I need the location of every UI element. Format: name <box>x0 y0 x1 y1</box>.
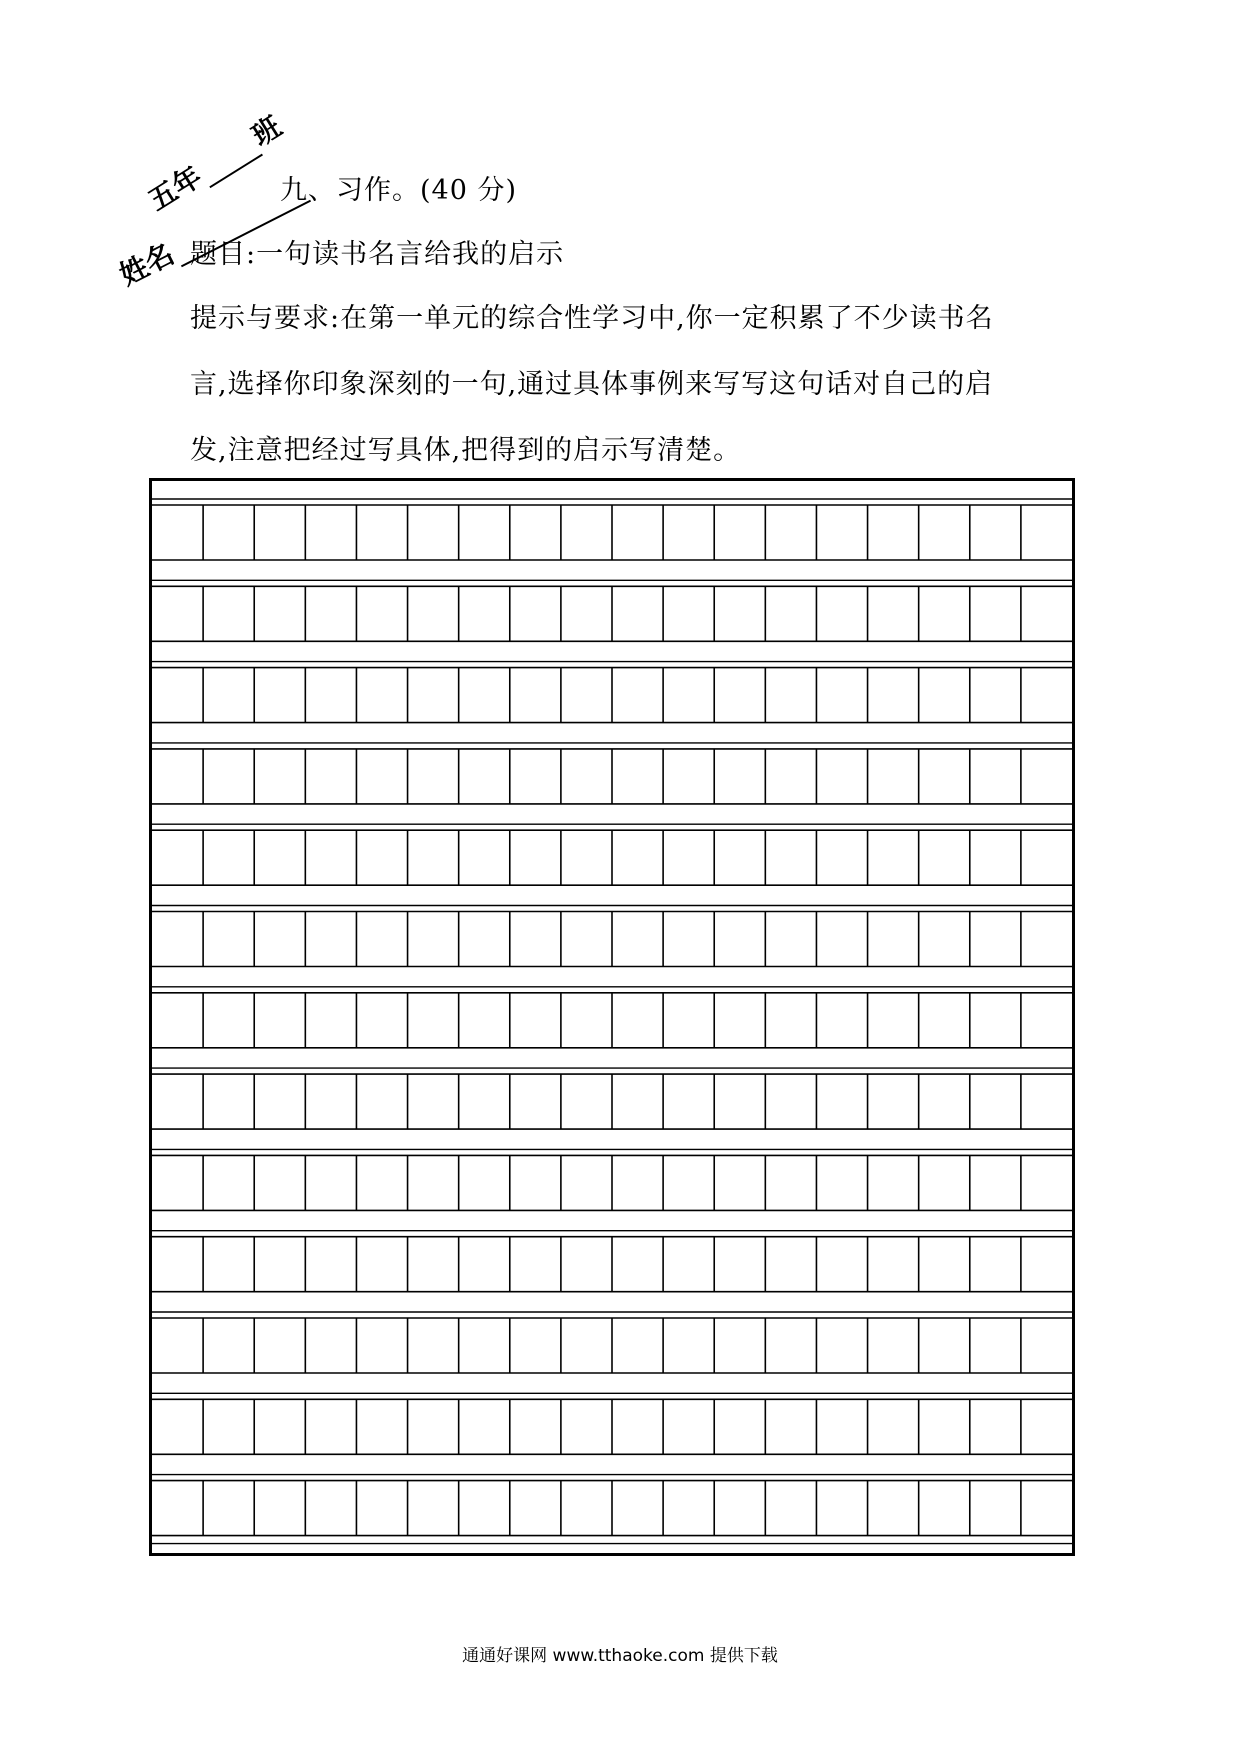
section-heading: 九、习作。(40 分) <box>280 175 518 206</box>
hint-line-3: 发,注意把经过写具体,把得到的启示写清楚。 <box>190 435 742 466</box>
class-prefix-label: 五年 <box>142 159 208 218</box>
hint-line-1: 提示与要求:在第一单元的综合性学习中,你一定积累了不少读书名 <box>190 303 994 334</box>
writing-grid[interactable] <box>149 478 1075 1556</box>
footer-credit: 通通好课网 www.tthaoke.com 提供下载 <box>462 1646 778 1666</box>
name-label: 姓名 <box>114 237 180 292</box>
hint-line-2: 言,选择你印象深刻的一句,通过具体事例来写写这句话对自己的启 <box>190 369 994 400</box>
class-suffix-label: 班 <box>246 109 288 153</box>
class-blank[interactable] <box>197 133 263 188</box>
essay-topic: 题目:一句读书名言给我的启示 <box>190 239 565 270</box>
grid-lines <box>152 481 1072 1553</box>
